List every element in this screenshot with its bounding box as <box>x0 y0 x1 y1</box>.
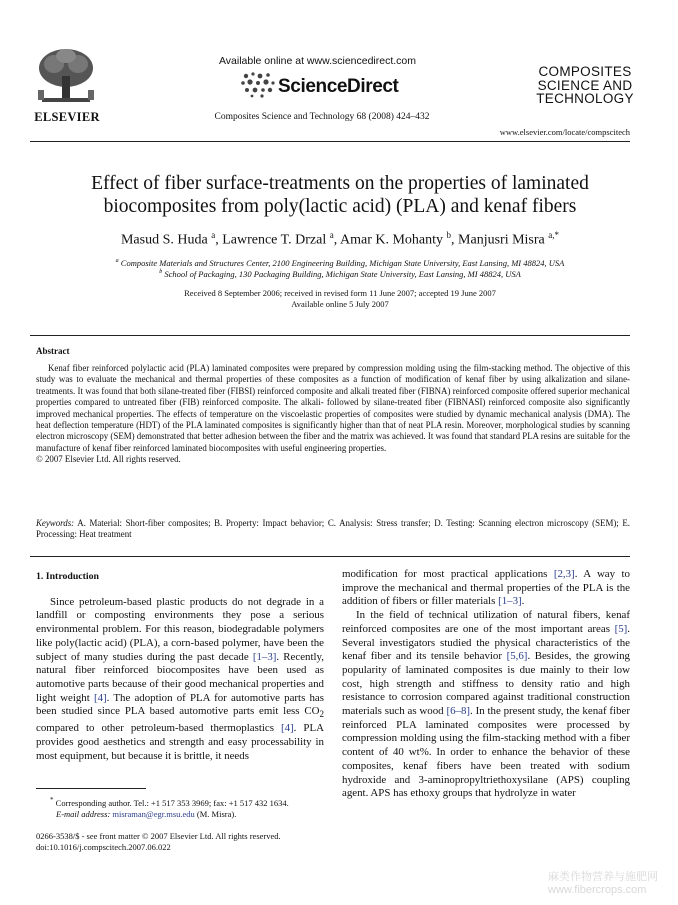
author-separator: , <box>333 232 340 248</box>
header-divider <box>30 141 630 142</box>
abstract-body <box>36 363 630 466</box>
site-watermark <box>548 871 678 897</box>
paragraph-text: modification for most practical applications <box>342 568 554 580</box>
paragraph-text: Since petroleum-based plastic products do not degrade in a landfill or composting environments they pose a serious environmental problem. For this reason, biodegradable polymers like poly(lactic acid) (PLA), a corn-based polymer, have been the subject of many studies during the past decade <box>36 595 324 663</box>
author-name: Lawrence T. Drzal <box>222 232 327 248</box>
available-online-date: Available online 5 July 2007 <box>291 299 389 309</box>
footnote-divider <box>36 788 146 789</box>
citation-link[interactable]: [4] <box>93 691 107 704</box>
affiliation-mark: b <box>159 269 163 276</box>
author-separator: , <box>215 232 223 248</box>
front-matter <box>36 831 336 853</box>
keywords <box>36 518 630 541</box>
author-affiliation-mark[interactable]: a,* <box>548 230 559 240</box>
paragraph-text: . Several investigators studied the physical characteristics of the kenaf fiber and its tensile behavior <box>342 622 630 663</box>
footnote-text: Corresponding author. Tel.: +1 517 353 3969; fax: +1 517 432 1634. <box>55 797 289 808</box>
author-separator: , <box>451 232 459 248</box>
intro-paragraph <box>342 609 630 801</box>
journal-title-line: TECHNOLOGY <box>536 91 634 106</box>
keywords-divider <box>30 556 630 557</box>
citation-link[interactable]: [2,3] <box>553 568 575 580</box>
author-affiliation-mark[interactable]: a <box>211 230 216 240</box>
author-affiliation-mark[interactable]: b <box>446 230 452 240</box>
citation-link[interactable]: [6–8] <box>446 705 471 718</box>
citation-link[interactable]: [1–3] <box>498 595 522 608</box>
corresponding-author-footnote <box>36 795 336 820</box>
paragraph-text: In the field of technical utilization of natural fibers, kenaf reinforced composites are one of the most important areas <box>342 609 630 635</box>
publisher-name: ELSEVIER <box>34 110 100 124</box>
available-online-text: Available online at www.sciencedirect.com <box>218 55 417 67</box>
abstract-text: Kenaf fiber reinforced polylactic acid (PLA) laminated composites were prepared by compression molding using the film-stacking method. The objective of this study was to evaluate the mechanical and thermal properties of these composites as a function of modification of kenaf fiber by using alkalization and silane-treatments. It was found that both silane-treated fiber (FIBSI) reinforced composite and alkali treated fiber (FIBNA) reinforced composite offered superior mechanical properties compared to untreated fiber (FIB) reinforced composite. The alkali- followed by silane-treated fiber (FIBNASI) reinforced composite also significantly improved mechanical properties. The effects of temperature on the viscoelastic properties of composites were studied by dynamic mechanical analysis (DMA). The heat deflection temperature (HDT) of the PLA laminated composites is significantly higher than that of neat PLA resin. Moreover, morphological studies by scanning electron microscopy (SEM) demonstrated that better adhesion between the fiber and the matrix was achieved. It was found that standard PLA resins are suitable for the manufacture of kenaf fiber reinforced laminated biocomposites with useful engineering properties. <box>36 363 630 453</box>
author-name: Amar K. Mohanty <box>339 232 444 248</box>
article-title-line: biocomposites from poly(lactic acid) (PLA) and kenaf fibers <box>103 196 577 217</box>
left-column <box>36 570 324 763</box>
paragraph-text: . In the present study, the kenaf fiber reinforced PLA laminated composites were processed by compression molding using the film-stacking method with a fiber content of 40 wt%. In order to enhance the behavior of these composites, kenaf fibers have been treated with sodium hydroxide and 3-aminopropyltriethoxysilane (APS) coupling agent. APS has ethoxy groups that hydrolyze in water <box>342 705 630 800</box>
elsevier-tree-logo-icon <box>34 46 98 108</box>
journal-title-line: SCIENCE AND <box>537 77 633 93</box>
watermark-line: 麻类作物营养与施肥网 <box>548 871 658 883</box>
paragraph-text: . PLA provides good aesthetics and strength and easy processability in most equipment, but because it is brittle, it needs <box>36 722 324 762</box>
citation-link[interactable]: [5,6] <box>506 650 528 663</box>
citation-link[interactable]: [5] <box>614 622 628 635</box>
email-label: E-mail address: <box>56 808 111 819</box>
author-affiliation-mark[interactable]: a <box>329 230 334 240</box>
keywords-label: Keywords: <box>36 518 75 528</box>
citation-link[interactable]: [4] <box>280 722 294 735</box>
author-name: Masud S. Huda <box>120 232 208 248</box>
intro-paragraph <box>36 596 324 764</box>
section-heading: 1. Introduction <box>36 571 99 582</box>
journal-title <box>520 65 650 106</box>
email-link[interactable]: misraman@egr.msu.edu <box>112 808 195 819</box>
paragraph-text: . The adoption of PLA for automotive parts has been studied since PLA based automotive parts emit less CO <box>36 691 324 718</box>
affiliation-mark: a <box>115 258 119 265</box>
footnote-mark: * <box>50 796 54 804</box>
watermark-line: www.fibercrops.com <box>548 884 647 896</box>
issn-line: 0266-3538/$ - see front matter © 2007 Elsevier Ltd. All rights reserved. <box>36 831 281 841</box>
email-person: (M. Misra). <box>196 808 237 819</box>
paragraph-text: . Recently, natural fiber reinforced biocomposites have been used as automotive parts because of their good mechanical properties and light weight <box>36 650 324 704</box>
paragraph-text: . Besides, the growing popularity of laminated composites is due mainly to their low cost, high strength and stiffness to density ratio and high resistance to corrosion compared against traditional construction materials such as wood <box>342 650 630 718</box>
paragraph-text: . <box>521 595 525 608</box>
article-title <box>40 172 640 218</box>
affiliation-text: School of Packaging, 130 Packaging Building, Michigan State University, East Lansing, MI 48824, USA <box>164 269 521 279</box>
citation-link[interactable]: [1–3] <box>252 650 277 663</box>
journal-title-line: COMPOSITES <box>538 64 632 79</box>
sciencedirect-wordmark: ScienceDirect <box>278 76 399 97</box>
affiliation-text: Composite Materials and Structures Center, 2100 Engineering Building, Michigan State University, East Lansing, MI 48824, USA <box>120 258 565 268</box>
keywords-text: A. Material: Short-fiber composites; B. Property: Impact behavior; C. Analysis: Stress transfer; D. Testing: Scanning electron microscopy (SEM); E. Processing: Heat treatment <box>36 518 630 540</box>
right-column <box>342 568 630 801</box>
intro-paragraph <box>342 568 630 609</box>
journal-reference: Composites Science and Technology 68 (2008) 424–432 <box>214 112 430 122</box>
affiliation-a <box>40 258 640 268</box>
received-dates: Received 8 September 2006; received in revised form 11 June 2007; accepted 19 June 2007 <box>184 288 496 298</box>
author-name: Manjusri Misra <box>458 232 545 248</box>
paragraph-text: compared to other petroleum-based thermoplastics <box>36 722 281 735</box>
subscript: 2 <box>319 709 324 720</box>
article-title-line: Effect of fiber surface-treatments on the properties of laminated <box>91 173 589 194</box>
author-list <box>40 230 640 249</box>
journal-url-link[interactable]: www.elsevier.com/locate/compscitech <box>499 127 630 137</box>
paragraph-text: . A way to improve the mechanical and thermal properties of the PLA is the addition of fibers or filler materials <box>342 568 630 608</box>
abstract-copyright: © 2007 Elsevier Ltd. All rights reserved. <box>36 454 181 465</box>
affiliation-b <box>40 269 640 279</box>
abstract-divider <box>30 335 630 336</box>
doi-line: doi:10.1016/j.compscitech.2007.06.022 <box>36 842 171 852</box>
abstract-heading: Abstract <box>36 346 70 356</box>
